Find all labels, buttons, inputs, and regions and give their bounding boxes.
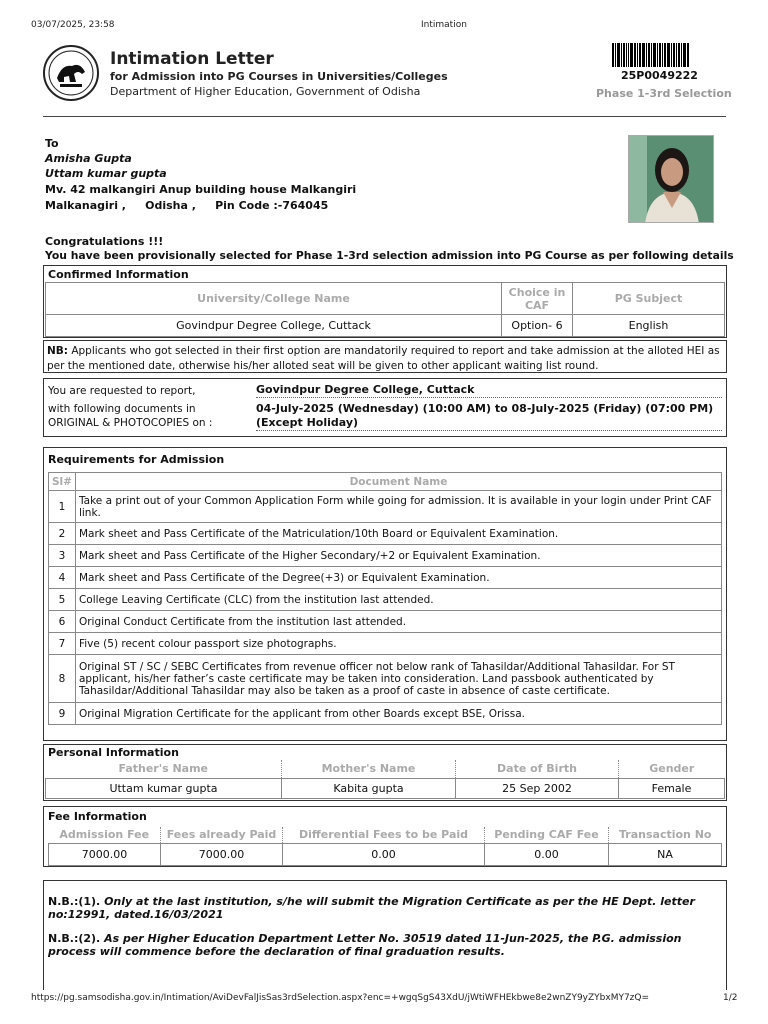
address-line2: Malkanagiri , Odisha , Pin Code :-764045 [45,199,329,212]
application-number: 25P0049222 [621,69,698,82]
applicant-name: Amisha Gupta [45,152,132,165]
requirement-text: Original Migration Certificate for the applicant from other Boards except BSE, Orissa. [75,703,721,725]
nb-notice [43,340,727,373]
report-college: Govindpur Degree College, Cuttack [256,383,722,398]
odisha-emblem-icon [42,44,100,102]
subject-header: PG Subject [573,283,725,315]
selection-message: You have been provisionally selected for Phase 1-3rd selection admission into PG Course as per following details [45,249,734,262]
page-number: 1/2 [723,993,738,1003]
pending-fee-header: Pending CAF Fee [485,827,609,843]
requirement-row [49,589,722,611]
personal-info-section [43,744,727,801]
gender-header: Gender [649,762,695,776]
requirement-row [49,703,722,725]
note-1 [48,895,722,921]
selection-phase: Phase 1-3rd Selection [596,87,732,100]
requirement-row [49,545,722,567]
fees-paid-header: Fees already Paid [161,827,283,843]
requirement-text: Mark sheet and Pass Certificate of the Matriculation/10th Board or Equivalent Examination. [75,523,721,545]
admission-fee-header: Admission Fee [49,827,161,843]
requirement-number: 1 [49,491,76,523]
report-holiday: (Except Holiday) [256,416,722,431]
requirement-number: 7 [49,633,76,655]
requirement-row [49,523,722,545]
admission-fee-value: 7000.00 [49,843,161,865]
requirement-number: 9 [49,703,76,725]
requirement-number: 5 [49,589,76,611]
fee-info-table [48,827,722,866]
note-2-text: As per Higher Education Department Letter No. 30519 dated 11-Jun-2025, the P.G. admission process will commence before the declaration of final graduation results. [48,932,682,958]
father-header: Father's Name [46,760,282,778]
confirmed-info-section [43,265,727,338]
requirement-row [49,611,722,633]
requirement-text: College Leaving Certificate (CLC) from the institution last attended. [75,589,721,611]
requirement-number: 3 [49,545,76,567]
department-name: Department of Higher Education, Government of Odisha [110,85,421,98]
requirement-row [49,655,722,703]
congrats-line: Congratulations !!! [45,235,164,248]
mother-header: Mother's Name [282,760,456,778]
note-2-label: N.B.:(2). [48,932,101,945]
nb-label: NB: [47,345,68,357]
notes-section [43,880,727,990]
differential-fee-value: 0.00 [283,843,485,865]
requirement-text: Mark sheet and Pass Certificate of the Higher Secondary/+2 or Equivalent Examination. [75,545,721,567]
dob-header: Date of Birth [456,760,619,778]
requirements-table [48,472,722,725]
to-label: To [45,137,59,150]
personal-info-label: Personal Information [48,746,179,759]
print-page-title: Intimation [421,20,467,30]
page-url[interactable]: https://pg.samsodisha.gov.in/Intimation/AviDevFalJisSas3rdSelection.aspx?enc=+wgqSgS43XdU/jWtiWFHEkbwe8e2wnZY9yZYbxMY7zQ= [31,993,650,1003]
fees-paid-value: 7000.00 [161,843,283,865]
applicant-photo [628,135,714,223]
note-1-label: N.B.:(1). [48,895,101,908]
letter-title: Intimation Letter [110,49,274,69]
sl-header: Sl# [49,473,76,491]
header-divider [43,116,726,117]
college-header: University/College Name [46,283,502,315]
requirement-text: Mark sheet and Pass Certificate of the Degree(+3) or Equivalent Examination. [75,567,721,589]
address-line1: Mv. 42 malkangiri Anup building house Malkangiri [45,183,357,196]
requirement-text: Take a print out of your Common Application Form while going for admission. It is available in your login under Print CAF link. [75,491,721,523]
print-datetime: 03/07/2025, 23:58 [31,20,115,30]
fee-info-label: Fee Information [48,810,147,823]
requirement-text: Original Conduct Certificate from the institution last attended. [75,611,721,633]
report-dates: 04-July-2025 (Wednesday) (10:00 AM) to 08-July-2025 (Friday) (07:00 PM) [256,402,714,415]
requirement-text: Original ST / SC / SEBC Certificates from revenue officer not below rank of Tahasildar/Additional Tahasildar. For ST applicant, his/her father’s caste certificate may be taken into consideration. Land passbook authenticated by Tahasildar/Additional Tahasildar may also be taken as a proof of caste in absence of caste certificate. [75,655,721,703]
differential-fee-header: Differential Fees to be Paid [283,827,485,843]
choice-value: Option- 6 [502,315,573,337]
mother-value: Kabita gupta [282,778,456,798]
transaction-header: Transaction No [619,828,712,842]
confirmed-info-table [45,282,725,337]
requirement-row [49,491,722,523]
subject-value: English [573,315,725,337]
pending-fee-value: 0.00 [485,843,609,865]
choice-header: Choice in CAF [502,283,573,315]
requirement-number: 6 [49,611,76,633]
requirement-text: Five (5) recent colour passport size photographs. [75,633,721,655]
report-line1: You are requested to report, [48,385,196,397]
father-name: Uttam kumar gupta [45,167,167,180]
personal-info-table [45,760,725,799]
requirement-number: 2 [49,523,76,545]
requirement-row [49,633,722,655]
report-section [43,378,727,437]
college-name: Govindpur Degree College, Cuttack [46,315,502,337]
note-1-text: Only at the last institution, s/he will submit the Migration Certificate as per the HE Dept. letter no:12991, dated.16/03/2021 [48,895,695,921]
letter-subtitle: for Admission into PG Courses in Universities/Colleges [110,70,448,83]
father-value: Uttam kumar gupta [46,778,282,798]
gender-value: Female [619,778,725,798]
requirements-label: Requirements for Admission [48,453,225,466]
transaction-value: NA [609,843,722,865]
requirements-section [43,447,727,741]
fee-info-section [43,806,727,867]
requirement-number: 8 [49,655,76,703]
report-line3: ORIGINAL & PHOTOCOPIES on : [48,417,213,429]
document-header: Document Name [75,473,721,491]
note-2 [48,932,722,958]
report-line2: with following documents in [48,403,196,415]
nb-text: Applicants who got selected in their first option are mandatorily required to report and take admission at the alloted HEI as per the mentioned date, otherwise his/her alloted seat will be given to other applicant waiting list round. [47,345,720,372]
requirement-row [49,567,722,589]
requirement-number: 4 [49,567,76,589]
dob-value: 25 Sep 2002 [456,778,619,798]
confirmed-info-label: Confirmed Information [48,268,189,281]
barcode-icon [612,43,703,67]
